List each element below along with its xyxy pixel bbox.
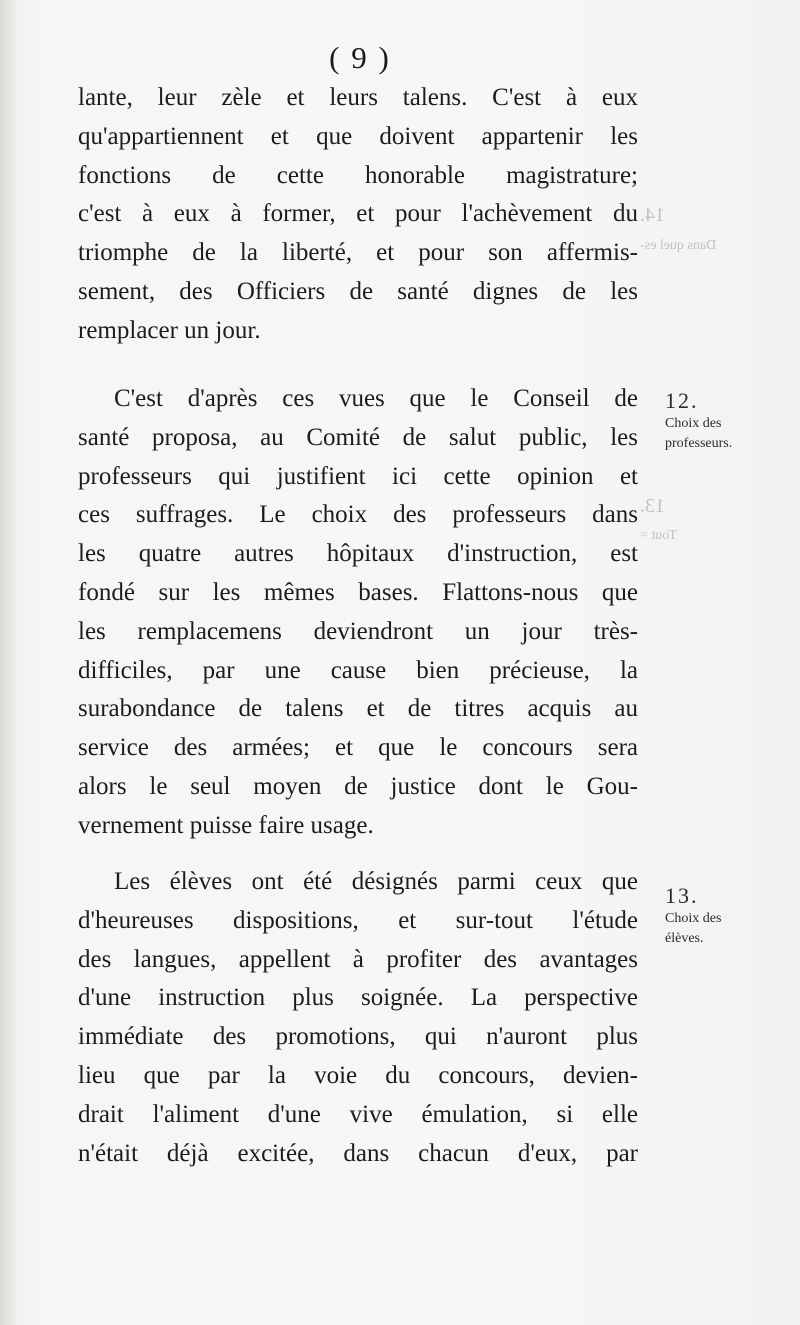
text-line: Les élèves ont été désignés parmi ceux que	[114, 868, 638, 895]
bleed-through-text: Dans quel es-	[640, 238, 717, 253]
margin-note-number: 13.	[665, 883, 699, 908]
text-line: fondé sur les mêmes bases. Flattons-nous que	[78, 578, 638, 606]
text-line: les remplacemens deviendront un jour très-	[78, 617, 638, 645]
bleed-through-text: 14.	[640, 204, 665, 226]
text-line: lante, leur zèle et leurs talens. C'est à eux	[78, 84, 638, 111]
page-gutter-edge	[0, 0, 16, 1325]
text-line: drait l'aliment d'une vive émulation, si elle	[78, 1100, 638, 1128]
margin-note-13	[665, 883, 785, 949]
text-line: difficiles, par une cause bien précieuse, la	[78, 656, 638, 684]
text-line: surabondance de talens et de titres acquis au	[78, 695, 638, 723]
text-line: c'est à eux à former, et pour l'achèvement du	[78, 200, 638, 228]
text-line: remplacer un jour.	[78, 316, 261, 344]
bleed-through-text: Tout =	[640, 528, 677, 543]
bleed-through-text: 13.	[640, 495, 665, 517]
text-line: santé proposa, au Comité de salut public, les	[78, 423, 638, 451]
margin-note-label: élèves.	[665, 931, 704, 946]
text-line: les quatre autres hôpitaux d'instruction, est	[78, 540, 638, 568]
paragraph-2	[78, 380, 638, 846]
margin-note-12	[665, 388, 785, 454]
text-line: ces suffrages. Le choix des professeurs dans	[78, 501, 638, 529]
text-line: sement, des Officiers de santé dignes de les	[78, 277, 638, 305]
text-line: vernement puisse faire usage.	[78, 811, 374, 839]
text-line: d'une instruction plus soignée. La perspective	[78, 984, 638, 1012]
margin-note-label: Choix des	[665, 416, 722, 431]
margin-note-label: professeurs.	[665, 436, 733, 451]
text-line: C'est d'après ces vues que le Conseil de	[114, 385, 638, 412]
text-line: service des armées; et que le concours sera	[78, 734, 638, 762]
margin-note-label: Choix des	[665, 911, 722, 926]
text-line: d'heureuses dispositions, et sur-tout l'étude	[78, 906, 638, 934]
text-line: lieu que par la voie du concours, devien-	[78, 1061, 638, 1089]
page-number: ( 9 )	[329, 40, 391, 75]
text-line: professeurs qui justifient ici cette opinion et	[78, 462, 638, 490]
text-line: triomphe de la liberté, et pour son affermis-	[78, 239, 638, 267]
text-line: des langues, appellent à profiter des avantages	[78, 945, 638, 973]
text-line: qu'appartiennent et que doivent appartenir les	[78, 122, 638, 150]
text-line: n'était déjà excitée, dans chacun d'eux, par	[78, 1139, 638, 1167]
margin-note-number: 12.	[665, 388, 699, 413]
paragraph-3	[78, 863, 638, 1173]
text-line: fonctions de cette honorable magistrature;	[78, 161, 638, 189]
text-line: alors le seul moyen de justice dont le Gou-	[78, 772, 638, 800]
paragraph-1	[78, 79, 638, 351]
text-line: immédiate des promotions, qui n'auront plus	[78, 1023, 638, 1051]
